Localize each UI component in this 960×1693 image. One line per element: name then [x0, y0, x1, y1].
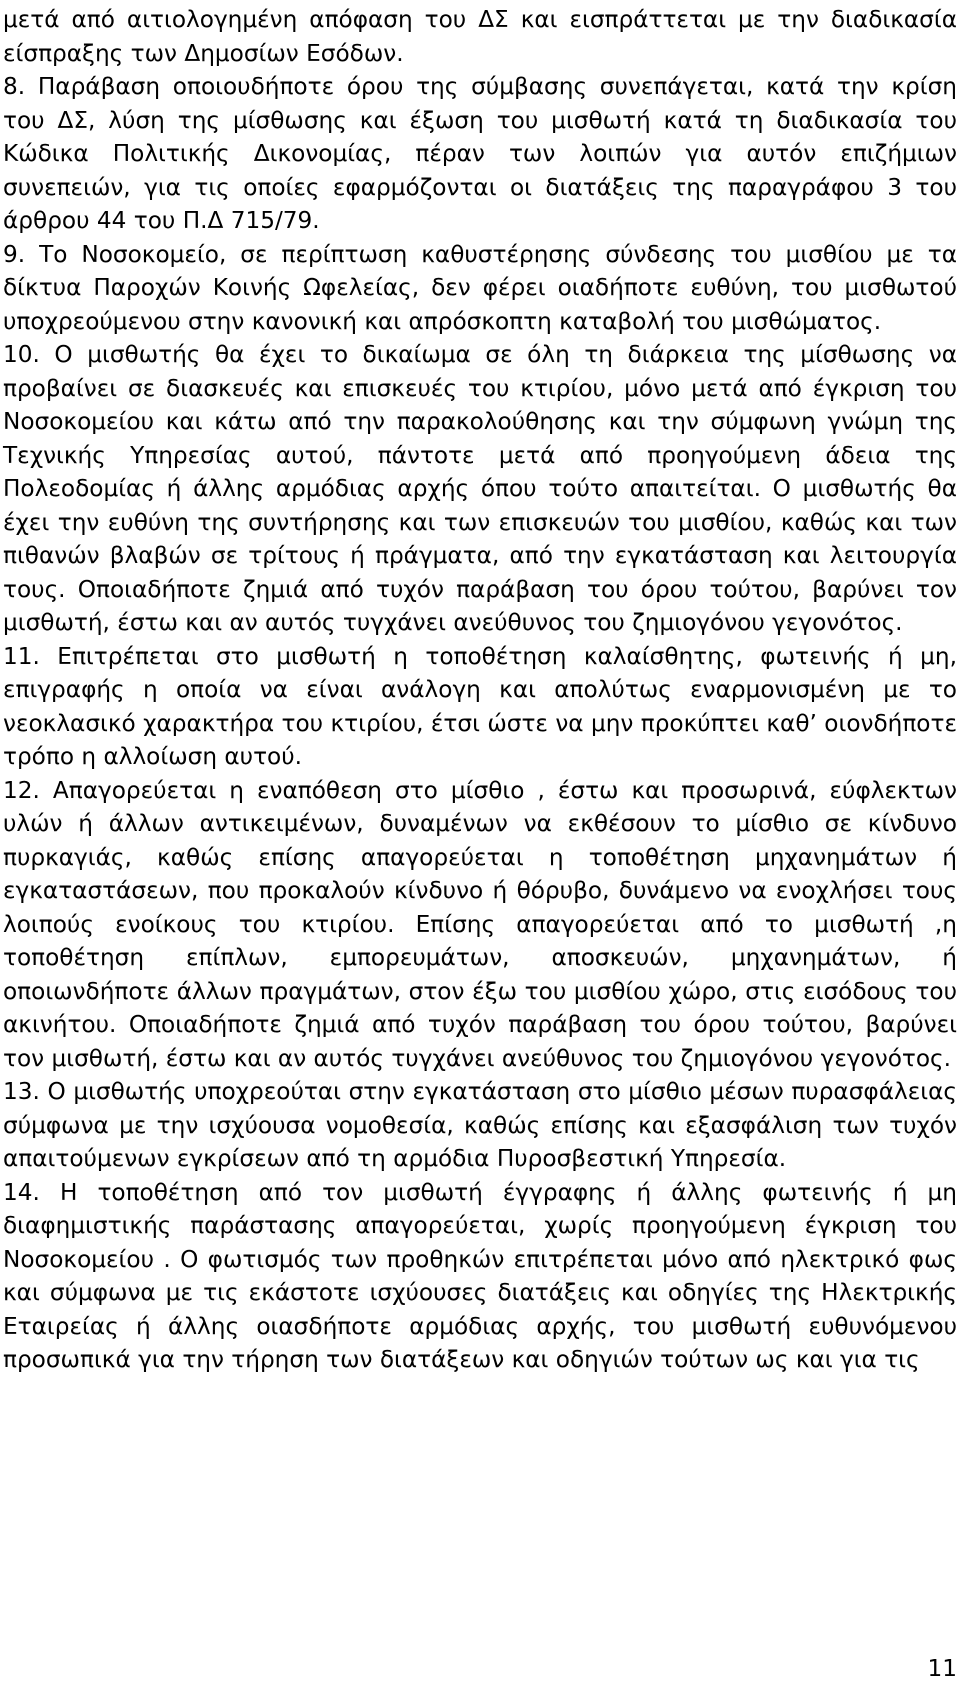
paragraph-11: 11. Επιτρέπεται στο μισθωτή η τοποθέτηση καλαίσθητης, φωτεινής ή μη, επιγραφής η οποία να είναι ανάλογη και απολύτως εναρμονισμένη με το νεοκλασικό χαρακτήρα του κτιρίου, έτσι ώστε να μην προκύπτει καθ’ οιονδήποτε τρόπο η αλλοίωση αυτού.	[3, 642, 957, 770]
paragraph-8: 8. Παράβαση οποιουδήποτε όρου της σύμβασης συνεπάγεται, κατά την κρίση του ΔΣ, λύση της μίσθωσης και έξωση του μισθωτή κατά τη διαδικασία του Κώδικα Πολιτικής Δικονομίας, πέραν των λοιπών για αυτόν επιζήμιων συνεπειών, για τις οποίες εφαρμόζονται οι διατάξεις της παραγράφου 3 του άρθρου 44 του Π.Δ 715/79.	[3, 73, 957, 234]
paragraph-13: 13. Ο μισθωτής υποχρεούται στην εγκατάσταση στο μίσθιο μέσων πυρασφάλειας σύμφωνα με την ισχύουσα νομοθεσία, καθώς επίσης και εξασφάλιση των τυχόν απαιτούμενων εγκρίσεων από τη αρμόδια Πυροσβεστική Υπηρεσία.	[3, 1078, 957, 1172]
paragraph-10: 10. Ο μισθωτής θα έχει το δικαίωμα σε όλη τη διάρκεια της μίσθωσης να προβαίνει σε διασκευές και επισκευές του κτιρίου, μόνο μετά από έγκριση του Νοσοκομείου και κάτω από την παρακολούθησης και την σύμφωνη γνώμη της Τεχνικής Υπηρεσίας αυτού, πάντοτε μετά από προηγούμενη άδεια της Πολεοδομίας ή άλλης αρμόδιας αρχής όπου τούτο απαιτείται. Ο μισθωτής θα έχει την ευθύνη της συντήρησης και των επισκευών του μισθίου, καθώς και των πιθανών βλαβών σε τρίτους ή πράγματα, από την εγκατάσταση και λειτουργία τους. Οποιαδήποτε ζημιά από τυχόν παράβαση του όρου τούτου, βαρύνει τον μισθωτή, έστω και αν αυτός τυγχάνει ανεύθυνος του ζημιογόνου γεγονότος.	[3, 341, 957, 636]
paragraph-12: 12. Απαγορεύεται η εναπόθεση στο μίσθιο , έστω και προσωρινά, εύφλεκτων υλών ή άλλων αντικειμένων, δυναμένων να εκθέσουν το μίσθιο σε κίνδυνο πυρκαγιάς, καθώς επίσης απαγορεύεται η τοποθέτηση μηχανημάτων ή εγκαταστάσεων, που προκαλούν κίνδυνο ή θόρυβο, δυνάμενο να ενοχλήσει τους λοιπούς ενοίκους του κτιρίου. Επίσης απαγορεύεται από το μισθωτή ,η τοποθέτηση επίπλων, εμπορευμάτων, αποσκευών, μηχανημάτων, ή οποιωνδήποτε άλλων πραγμάτων, στον έξω του μισθίου χώρο, στις εισόδους του ακινήτου. Οποιαδήποτε ζημιά από τυχόν παράβαση του όρου τούτου, βαρύνει τον μισθωτή, έστω και αν αυτός τυγχάνει ανεύθυνος του ζημιογόνου γεγονότος.	[3, 776, 957, 1072]
paragraph-9: 9. Το Νοσοκομείο, σε περίπτωση καθυστέρησης σύνδεσης του μισθίου με τα δίκτυα Παροχών Κοινής Ωφελείας, δεν φέρει οιαδήποτε ευθύνη, του μισθωτού υποχρεούμενου στην κανονική και απρόσκοπτη καταβολή του μισθώματος.	[3, 240, 957, 335]
document-body	[3, 3, 957, 1377]
page-number: 11	[927, 1655, 957, 1682]
paragraph-14: 14. Η τοποθέτηση από τον μισθωτή έγγραφης ή άλλης φωτεινής ή μη διαφημιστικής παράστασης απαγορεύεται, χωρίς προηγούμενη έγκριση του Νοσοκομείου . Ο φωτισμός των προθηκών επιτρέπεται μόνο από ηλεκτρικό φως και σύμφωνα με τις εκάστοτε ισχύουσες διατάξεις και οδηγίες της Ηλεκτρικής Εταιρείας ή άλλης οιασδήποτε αρμόδιας αρχής, του μισθωτή ευθυνόμενου προσωπικά για την τήρηση των διατάξεων και οδηγιών τούτων ως και για τις	[3, 1178, 957, 1373]
paragraph-continuation: μετά από αιτιολογημένη απόφαση του ΔΣ και εισπράττεται με την διαδικασία είσπραξης των Δημοσίων Εσόδων.	[3, 6, 957, 67]
